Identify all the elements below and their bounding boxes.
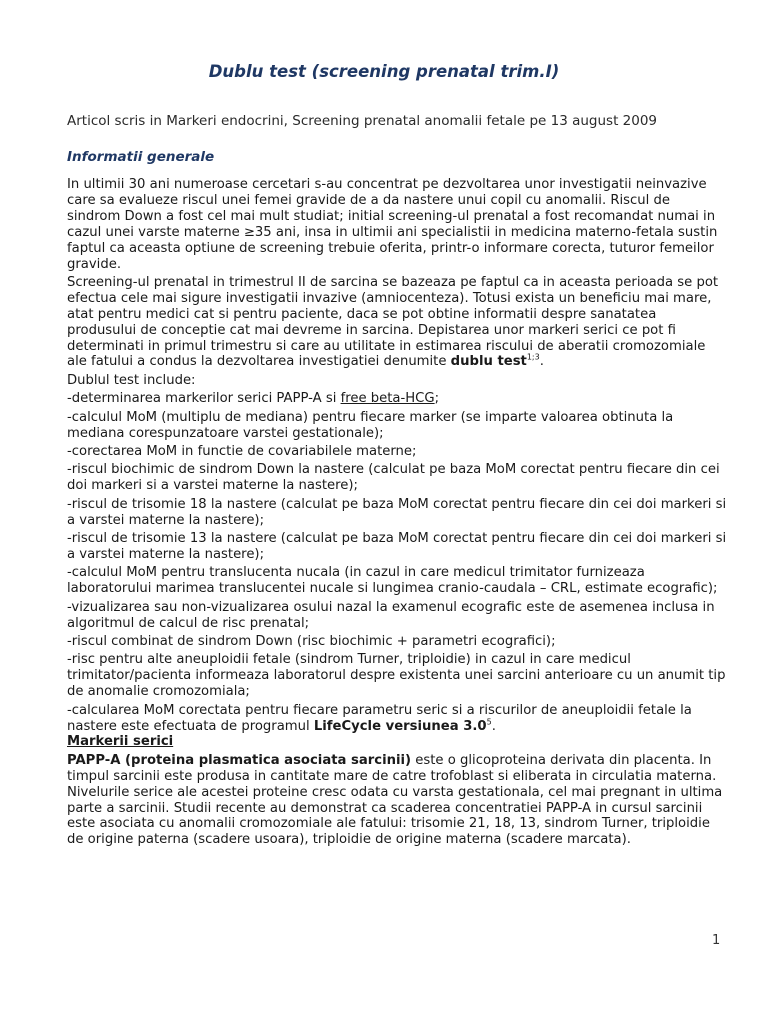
meta-separator: ,	[283, 113, 293, 129]
section-heading-general: Informatii generale	[67, 149, 215, 165]
list-item: -riscul combinat de sindrom Down (risc biochimic + parametri ecografici);	[67, 633, 556, 649]
section-heading-markers: Markerii serici	[67, 734, 174, 750]
papp-a-text: este o glicoproteina derivata din placenta. In timpul sarcinii este produsa in cantitate mare de catre trofoblast si eliberata in circulatia materna. Nivelurile serice ale acestei proteine cresc odata cu varsta gestationala, cel mai pregnant in ultima parte a sarcinii. Studii recente au demonstrat ca scaderea concentratiei PAPP-A in cursul sarcinii este asociata cu anomalii cromozomiale ale fatului: trisomie 21, 18, 13, sindrom Turner, triploidie de origine paterna (scadere usoara), triploidie de origine materna (scadere marcata).	[67, 752, 723, 848]
list-item: -calculul MoM (multiplu de mediana) pentru fiecare marker (se imparte valoarea obtinuta la mediana corespunzatoare varstei gestationale);	[67, 409, 674, 441]
list-item: -corectarea MoM in functie de covariabilele materne;	[67, 444, 417, 459]
page-number: 1	[712, 933, 721, 948]
meta-prefix: Articol scris in	[67, 113, 167, 129]
list-item-text: -calcularea MoM corectata pentru fiecare parametru seric si a riscurilor de aneuploidii fetale la nastere este efectuata de programul	[67, 702, 692, 734]
list-item-suffix: ;	[434, 391, 440, 407]
paragraph-screening	[67, 275, 727, 370]
reference-superscript: 5	[486, 717, 492, 727]
list-item: -riscul biochimic de sindrom Down la nastere (calculat pe baza MoM corectat pentru fiecare din cei doi markeri si a varstei materne la nastere);	[67, 462, 720, 494]
paragraph-screening-text: Screening-ul prenatal in trimestrul II de sarcina se bazeaza pe faptul ca in aceasta perioada se pot efectua cele mai sigure investigatii invazive (amniocenteza). Totusi exista un beneficiu mai mare, atat pentru medici cat si pentru paciente, daca se pot obtine informatii despre sanatatea produsului de conceptie cat mai devreme in sarcina. Depistarea unor markeri serici ce pot fi determinati in primul trimestru si care au utilitate in estimarea riscului de aberatii cromozomiale ale fatului a condus la dezvoltarea investigatiei denumite	[67, 274, 719, 370]
list-item-text: -determinarea markerilor serici PAPP-A si	[67, 391, 341, 407]
includes-intro: Dublul test include:	[67, 372, 196, 388]
dublu-test-term: dublu test	[450, 354, 527, 370]
list-item: -calculul MoM pentru translucenta nucala (in cazul in care medicul trimitator furnizeaza laboratorului marimea translucentei nucale si lungimea cranio-caudala – CRL, estimate ecografic);	[67, 565, 718, 597]
meta-date: pe 13 august 2009	[525, 113, 658, 129]
list-item: -riscul de trisomie 13 la nastere (calculat pe baza MoM corectat pentru fiecare din cei doi markeri si a varstei materne la nastere);	[67, 531, 727, 562]
article-meta	[67, 113, 657, 129]
list-item	[67, 391, 727, 407]
list-item: -risc pentru alte aneuploidii fetale (sindrom Turner, triploidie) in cazul in care medicul trimitator/pacienta informeaza laboratorul despre existenta unei sarcini anterioare cu un anumit tip de anomalie cromozomiala;	[67, 652, 726, 700]
paragraph-intro: In ultimii 30 ani numeroase cercetari s-au concentrat pe dezvoltarea unor investigatii neinvazive care sa evalueze riscul unei femei gravide de a da nastere unui copil cu anomalii. Riscul de sindrom Down a fost cel mai mult studiat; initial screening-ul prenatal a fost recomandat numai in cazul unei varste materne ≥35 ani, insa in ultimii ani specialistii in medicina materno-fetala sustin faptul ca aceasta optiune de screening trebuie oferita, printr-o informare corecta, tuturor femeilor gravide.	[67, 177, 718, 272]
paragraph-papp-a	[67, 753, 727, 848]
list-item-end: .	[491, 718, 496, 734]
document-body	[67, 177, 727, 851]
reference-superscript: 1;3	[526, 353, 540, 363]
papp-a-term: PAPP-A (proteina plasmatica asociata sarcinii)	[67, 752, 412, 768]
meta-category-link-2[interactable]: Screening prenatal anomalii fetale	[292, 113, 526, 129]
list-item: -vizualizarea sau non-vizualizarea osului nazal la examenul ecografic este de asemenea inclusa in algoritmul de calcul de risc prenatal;	[67, 599, 715, 631]
list-item	[67, 703, 727, 735]
paragraph-end: .	[539, 354, 544, 370]
lifecycle-software-name: LifeCycle versiunea 3.0	[313, 718, 487, 734]
free-beta-hcg-link[interactable]: free beta-HCG	[340, 391, 435, 407]
meta-category-link-1[interactable]: Markeri endocrini	[166, 113, 284, 129]
list-item: -riscul de trisomie 18 la nastere (calculat pe baza MoM corectat pentru fiecare din cei doi markeri si a varstei materne la nastere);	[67, 496, 727, 528]
document-title: Dublu test (screening prenatal trim.I)	[208, 62, 560, 81]
